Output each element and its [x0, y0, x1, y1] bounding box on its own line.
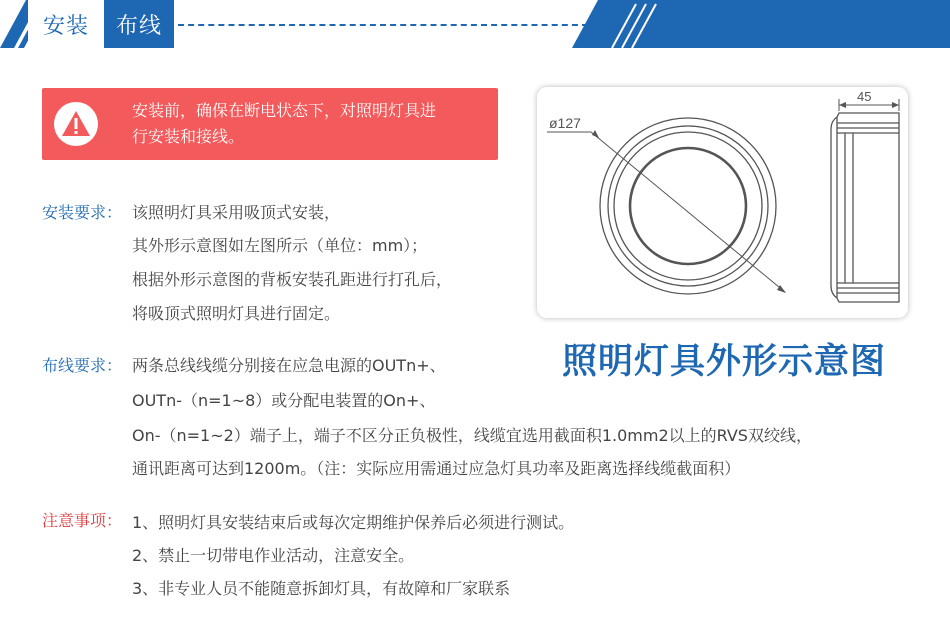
notes-label: 注意事项： [42, 511, 123, 530]
tab-install: 安装 [28, 0, 104, 48]
install-label: 安装要求： [42, 203, 123, 222]
install-line-3: 根据外形示意图的背板安装孔距进行打孔后， [132, 270, 453, 289]
notes-line-1: 1、照明灯具安装结束后或每次定期维护保养后必须进行测试。 [132, 513, 575, 532]
notes-line-2: 2、禁止一切带电作业活动，注意安全。 [132, 546, 415, 565]
inner-disc [630, 148, 746, 264]
install-line-4: 将吸顶式照明灯具进行固定。 [132, 304, 341, 323]
wiring-line-2: OUTn-（n=1~8）或分配电装置的On+、 [132, 391, 436, 410]
wiring-line-3: On-（n=1~2）端子上，端子不区分正负极性，线缆宜选用截面积1.0mm2以上的RVS双绞线， [132, 426, 812, 445]
dimension-diagram [537, 87, 908, 318]
warning-icon [54, 102, 98, 146]
warning-line-1: 安装前，确保在断电状态下，对照明灯具进 [132, 101, 437, 120]
height-label: 45 [857, 89, 872, 104]
warning-message [132, 98, 492, 150]
warning-box [42, 88, 498, 160]
wiring-line-4: 通讯距离可达到1200m。（注：实际应用需通过应急灯具功率及距离选择线缆截面积） [132, 459, 741, 478]
wiring-line-1: 两条总线线缆分别接在应急电源的OUTn+、 [132, 356, 446, 375]
install-line-2: 其外形示意图如左图所示（单位：mm）； [132, 236, 428, 255]
dimension-diagram-card [537, 87, 908, 318]
notes-line-3: 3、非专业人员不能随意拆卸灯具，有故障和厂家联系 [132, 579, 511, 598]
header-divider [178, 24, 588, 26]
section-header [0, 0, 950, 48]
install-line-1: 该照明灯具采用吸顶式安装， [132, 203, 341, 222]
wiring-label: 布线要求： [42, 356, 123, 375]
tab-wiring: 布线 [104, 0, 174, 48]
diagram-title: 照明灯具外形示意图 [561, 342, 886, 382]
warning-line-2: 行安装和接线。 [132, 127, 245, 146]
diameter-label: ø127 [549, 115, 581, 131]
outer-ring [600, 118, 776, 294]
